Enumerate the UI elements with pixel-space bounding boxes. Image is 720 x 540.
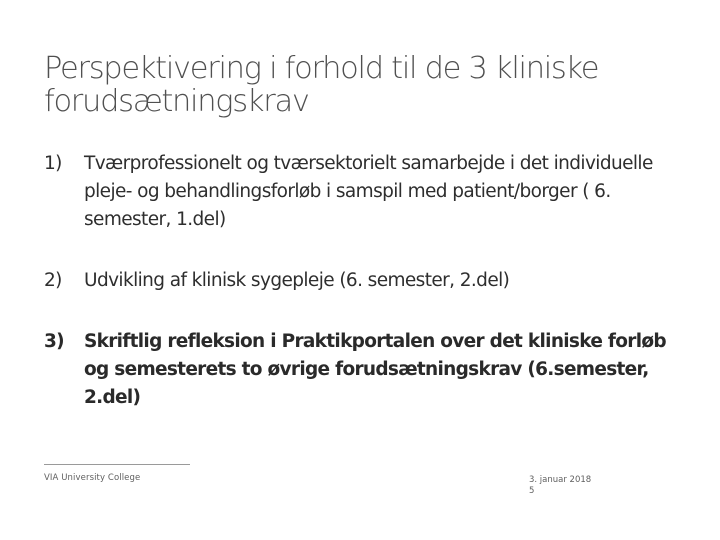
list-item-text: Tværprofessionelt og tværsektorielt samarbejde i det individuelle pleje- og behandlingsforløb i samspil med patient/borger ( 6. semester, 1.del) (84, 153, 653, 230)
requirements-list (44, 150, 684, 412)
slide-title: Perspektivering i forhold til de 3 kliniske forudsætningskrav (44, 51, 599, 119)
footer-page-number: 5 (529, 486, 535, 496)
footer-divider (44, 464, 190, 465)
list-item-number: 2) (44, 270, 62, 291)
footer-organization: VIA University College (44, 473, 141, 483)
list-item-number: 3) (44, 331, 64, 352)
list-item-text: Skriftlig refleksion i Praktikportalen over det kliniske forløb og semesterets to øvrige forudsætningskrav (6.semester, 2.del) (84, 331, 666, 408)
list-item-text: Udvikling af klinisk sygepleje (6. semester, 2.del) (84, 270, 510, 291)
list-item (44, 267, 684, 295)
list-item (44, 150, 684, 234)
list-item-number: 1) (44, 153, 62, 174)
footer-date: 3. januar 2018 (529, 475, 592, 485)
list-item (44, 328, 684, 412)
